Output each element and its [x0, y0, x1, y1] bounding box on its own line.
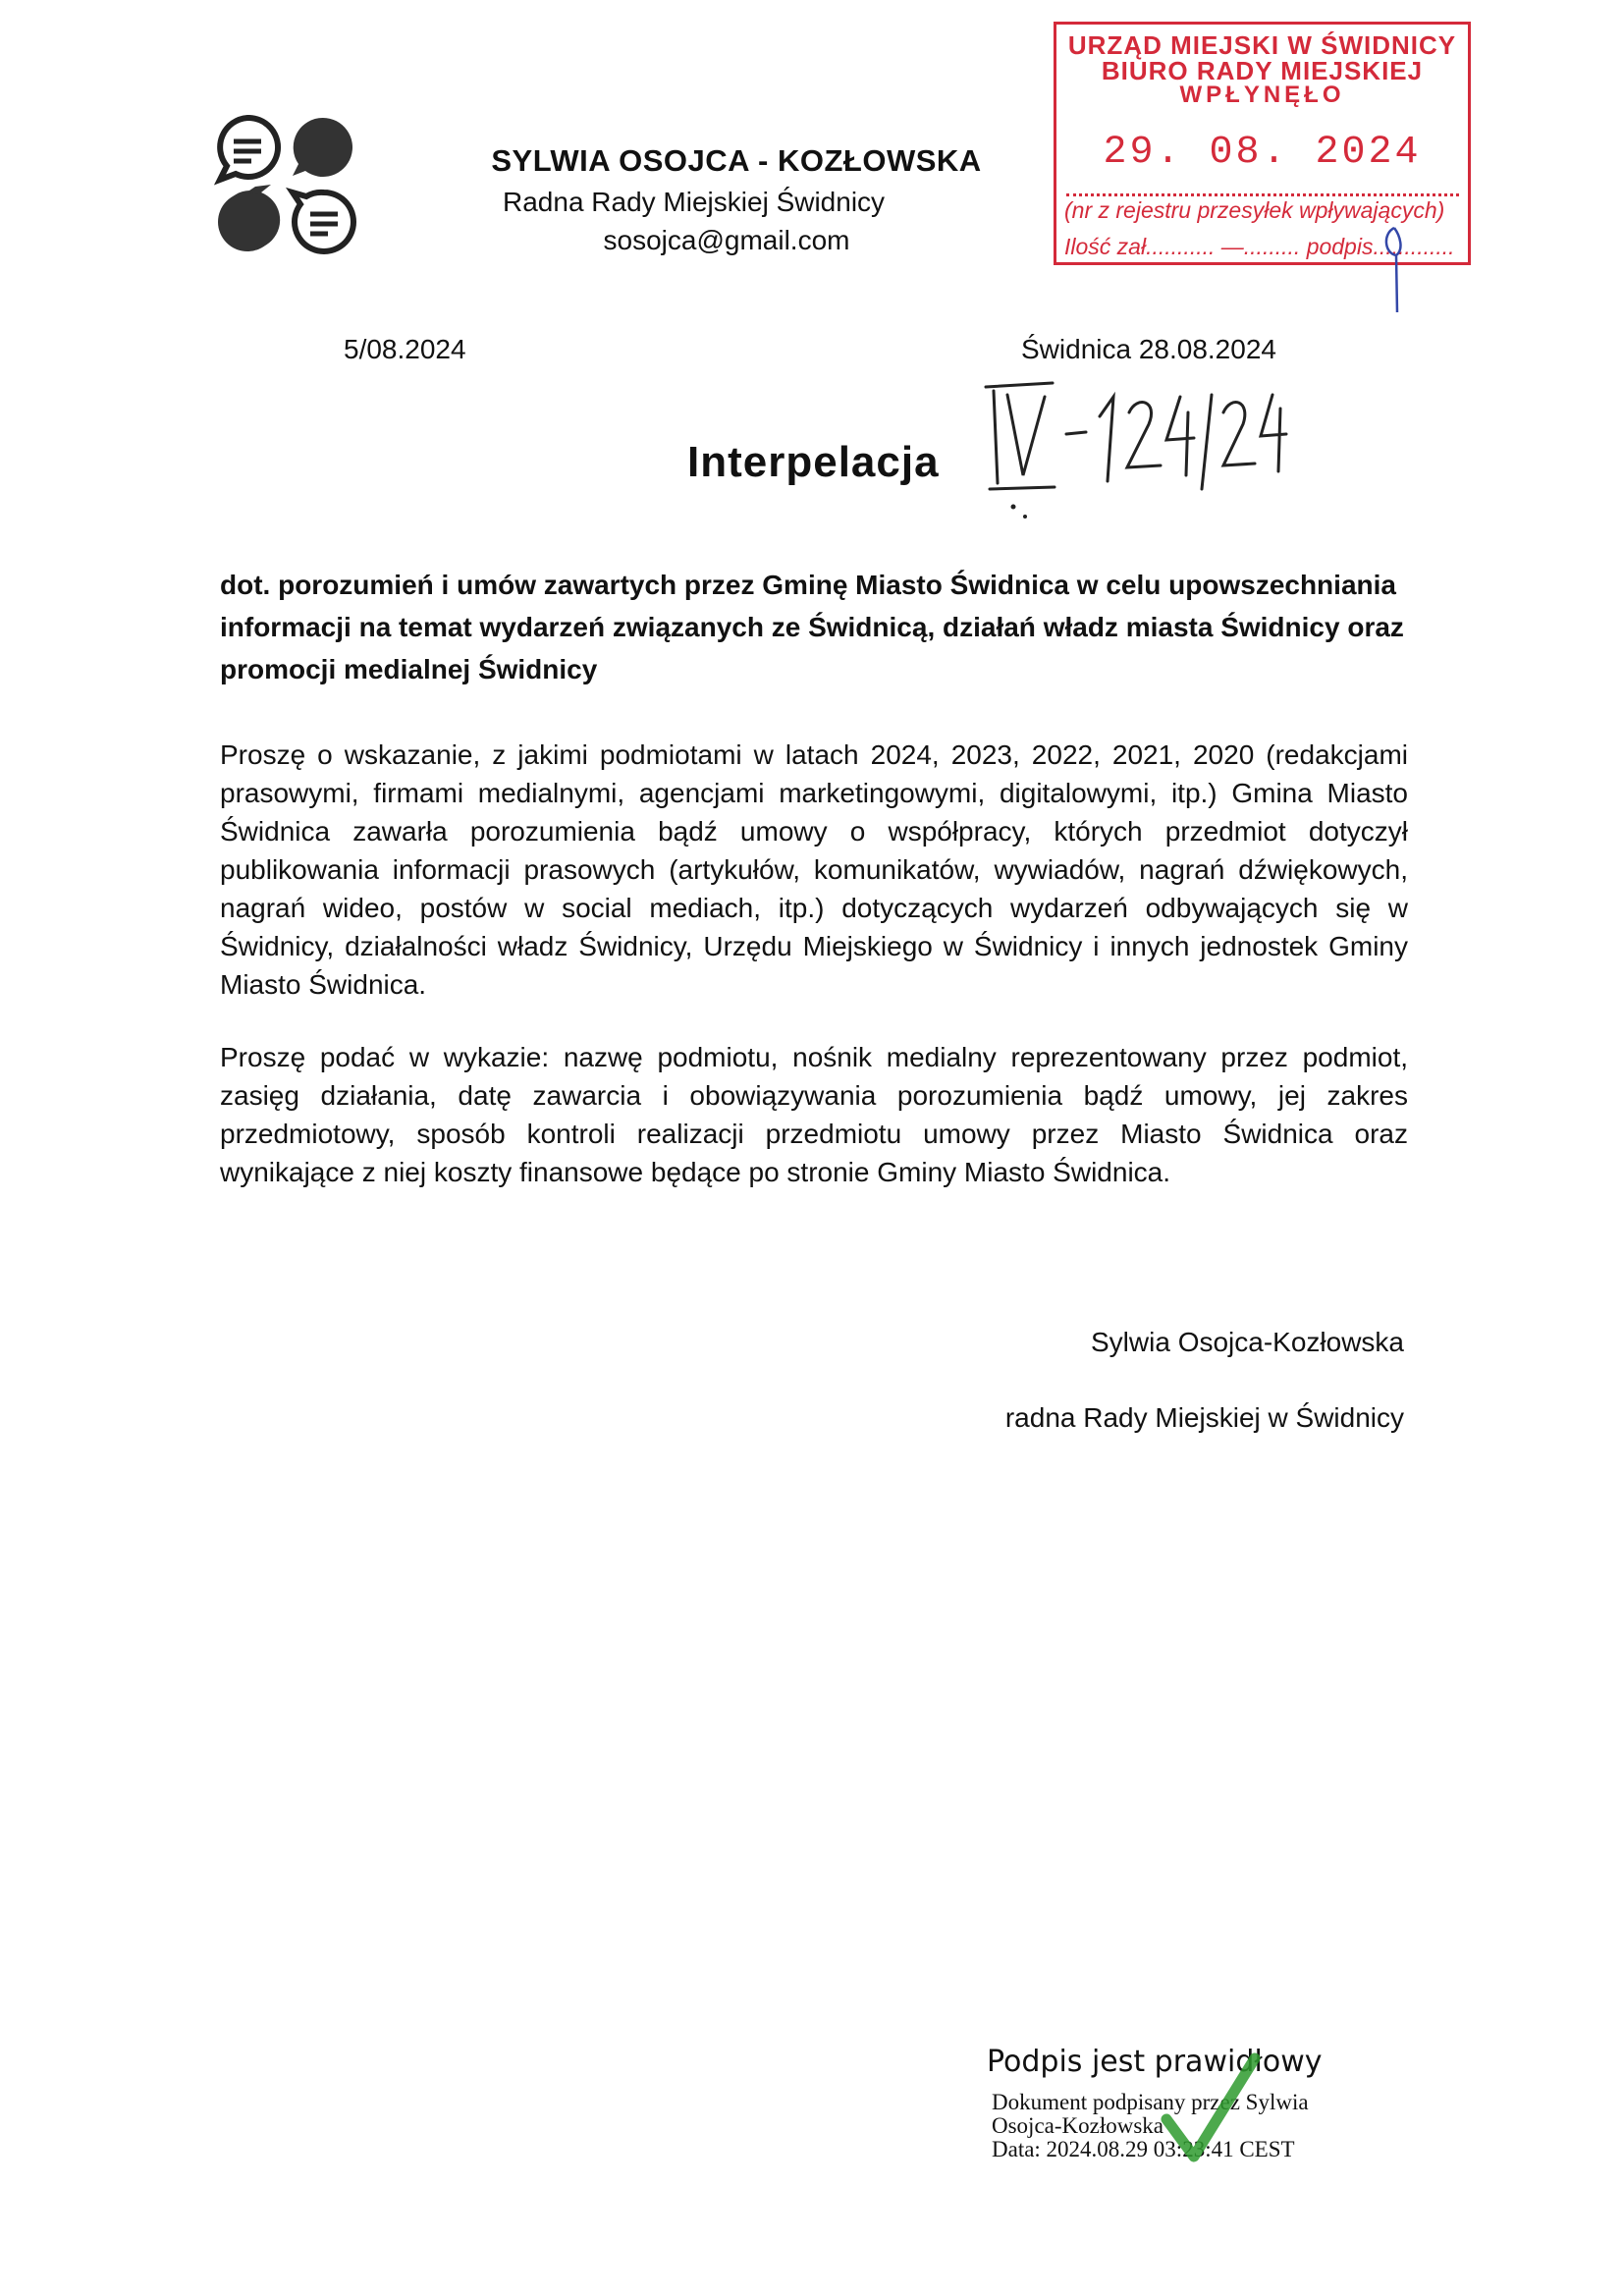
stamp-registry-note: (nr z rejestru przesyłek wpływających)	[1064, 197, 1445, 223]
stamp-date: 29. 08. 2024	[1103, 131, 1422, 175]
signature-date: Data: 2024.08.29 03:23:41 CEST	[992, 2137, 1295, 2161]
stamp-received: WPŁYNĘŁO	[1179, 82, 1345, 108]
signer-role: radna Rady Miejskiej w Świdnicy	[1004, 1402, 1404, 1433]
signature-check-icon	[1157, 2050, 1265, 2168]
signer-name: Sylwia Osojca-Kozłowska	[1091, 1327, 1404, 1357]
document-number: 5/08.2024	[344, 334, 466, 364]
signature-valid-label: Podpis jest prawidłowy	[987, 2045, 1323, 2079]
body-paragraph-1: Proszę o wskazanie, z jakimi podmiotami w latach 2024, 2023, 2022, 2021, 2020 (redakcjami prasowymi, firmami medialnymi, agencjami marketingowymi, digitalowymi, itp.) Gmina Miasto Świdnica zawarła porozumienia bądź umowy o współpracy, których przedmiot dotyczył publikowania informacji prasowych (artykułów, komunikatów, wywiadów, nagrań dźwiękowych, nagrań wideo, postów w social mediach, itp.) dotyczących wydarzeń odbywających się w Świdnicy, działalności władz Świdnicy, Urzędu Miejskiego w Świdnicy i innych jednostek Gminy Miasto Świdnica.	[220, 739, 1408, 1000]
sender-name: SYLWIA OSOJCA - KOZŁOWSKA	[491, 143, 982, 178]
stamp-department: BIURO RADY MIEJSKIEJ	[1101, 56, 1424, 85]
stamp-attachments-value: —	[1220, 234, 1244, 259]
stamp-office: URZĄD MIEJSKI W ŚWIDNICY	[1067, 30, 1457, 60]
place-date: Świdnica 28.08.2024	[1021, 334, 1276, 364]
sender-email: sosojca@gmail.com	[603, 225, 850, 255]
stamp-signature-label: podpis	[1306, 234, 1374, 259]
pen-mark	[1375, 226, 1414, 314]
document-title: Interpelacja	[687, 438, 940, 486]
signature-signed-by: Dokument podpisany przez Sylwia	[992, 2090, 1309, 2114]
stamp-attachments-row: Ilość zał........... —......... podpis.............	[1064, 234, 1455, 259]
speech-bubbles-icon	[212, 110, 359, 257]
stamp-dotted-line	[1066, 193, 1459, 196]
sender-role: Radna Rady Miejskiej Świdnicy	[503, 187, 886, 217]
subject-text: dot. porozumień i umów zawartych przez Gminę Miasto Świdnica w celu upowszechniania informacji na temat wydarzeń związanych ze Świdnicą, działań władz miasta Świdnicy oraz promocji medialnej Świdnicy	[220, 570, 1404, 684]
stamp-attachments-label: Ilość zał.	[1064, 234, 1153, 259]
handwritten-reference	[972, 373, 1325, 530]
body-paragraph-2: Proszę podać w wykazie: nazwę podmiotu, nośnik medialny reprezentowany przez podmiot, zasięg działania, datę zawarcia i obowiązywania porozumienia bądź umowy, jej zakres przedmiotowy, sposób kontroli realizacji przedmiotu umowy przez Miasto Świdnica oraz wynikające z niej koszty finansowe będące po stronie Gminy Miasto Świdnica.	[220, 1042, 1408, 1187]
signature-signer: Osojca-Kozłowska	[992, 2113, 1164, 2138]
